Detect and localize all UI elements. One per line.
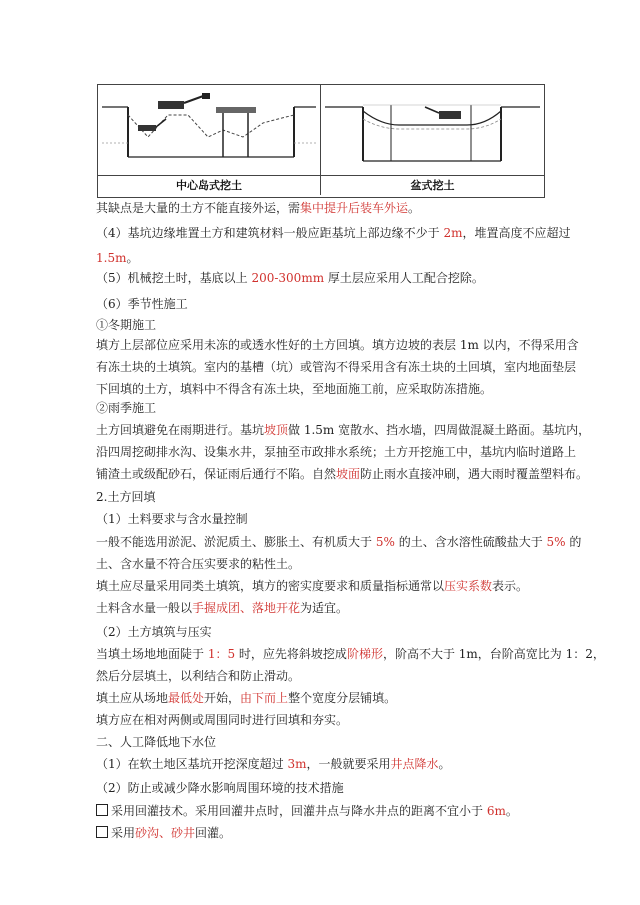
text-run: 当填土场地地面陡于 [96, 647, 208, 661]
text-run: 的 [565, 535, 582, 549]
highlight-text: 阶梯形 [346, 647, 383, 661]
text-line [96, 381, 492, 397]
text-line [96, 200, 420, 216]
text-line [96, 600, 348, 616]
figure-caption: 中心岛式挖土 [98, 175, 320, 196]
text-line [96, 296, 188, 312]
text-run: 填土应从场地 [96, 691, 169, 705]
highlight-text: 砂沟、砂井 [135, 826, 196, 840]
text-run: ②雨季施工 [96, 401, 157, 415]
highlight-text: 集中提升后装车外运 [300, 201, 409, 215]
text-run: 做 1.5m 宽散水、挡水墙，四周做混凝土路面。基坑内， [288, 423, 591, 437]
text-run: ，一般就要采用 [306, 757, 391, 771]
text-run: （5）机械挖土时，基底以上 [96, 271, 252, 285]
text-run: （2）防止或减少降水影响周围环境的技术措施 [96, 781, 344, 795]
text-run: 采用 [111, 826, 136, 840]
highlight-text: 5% [546, 535, 566, 549]
text-run: 。 [408, 201, 421, 215]
text-run: 其缺点是大量的土方不能直接外运，需 [96, 201, 301, 215]
text-run: （2）土方填筑与压实 [96, 625, 212, 639]
text-run: 开始， [204, 691, 241, 705]
checkbox-icon [96, 826, 108, 838]
highlight-text: 坡面 [336, 467, 361, 481]
text-run: 土方回填避免在雨期进行。基坑 [96, 423, 265, 437]
text-run: 填方上层部位应采用未冻的或透水性好的土方回填。填方边坡的表层 1m 以内，不得采用含 [96, 338, 579, 352]
text-line [96, 534, 581, 550]
highlight-text: 手握成团、落地开花 [192, 601, 301, 615]
figure-caption: 盆式挖土 [321, 175, 544, 196]
text-line [96, 578, 528, 594]
text-line [96, 225, 570, 241]
figure-center-island [98, 85, 321, 195]
text-run: ，阶高不大于 1m，台阶高宽比为 1：2， [382, 647, 605, 661]
text-run: 时，应先将斜坡挖成 [235, 647, 347, 661]
text-run: （4）基坑边缘堆置土方和建筑材料一般应距基坑上部边缘不少于 [96, 226, 444, 240]
text-line [96, 803, 518, 819]
text-line [96, 646, 605, 662]
checkbox-icon [96, 804, 108, 816]
text-run: 防止雨水直接冲刷，遇大雨时覆盖塑料布。 [360, 467, 589, 481]
text-line [96, 756, 451, 772]
text-run: ，堆置高度不应超过 [462, 226, 571, 240]
text-run: （6）季节性施工 [96, 297, 188, 311]
text-run: 铺渣土或级配砂石，保证雨后通行不陷。自然 [96, 467, 337, 481]
figure-basin [321, 85, 544, 195]
highlight-text: 压实系数 [444, 579, 493, 593]
text-line [96, 270, 484, 286]
text-line [96, 422, 590, 438]
text-run: 填土应尽量采用同类土填筑，填方的密实度要求和质量指标通常以 [96, 579, 445, 593]
highlight-text: 1.5m [96, 251, 127, 265]
text-line [96, 337, 579, 353]
text-run: 2.土方回填 [96, 490, 156, 504]
highlight-text: 最低处 [168, 691, 205, 705]
text-line [96, 250, 138, 266]
text-run: 。 [438, 757, 451, 771]
basin-excavation-diagram [321, 85, 544, 175]
text-run: 整个宽度分层铺填。 [288, 691, 397, 705]
highlight-text: 5% [375, 535, 395, 549]
highlight-text: 3m [287, 757, 307, 771]
text-run: 下回填的土方，填料中不得含有冻土块，至地面施工前，应采取防冻措施。 [96, 382, 493, 396]
text-run: 沿四周挖砌排水沟、设集水井，泵抽至市政排水系统；土方开挖施工中，基坑内临时道路上 [96, 445, 577, 459]
highlight-text: 2m [443, 226, 463, 240]
text-run: 回灌。 [195, 826, 232, 840]
highlight-text: 6m [486, 804, 506, 818]
text-line [96, 556, 300, 572]
text-run: 的土、含水溶性硫酸盐大于 [394, 535, 547, 549]
text-line [96, 359, 576, 375]
text-line [96, 400, 156, 416]
text-run: （1）在软土地区基坑开挖深度超过 [96, 757, 288, 771]
text-run: （1）土料要求与含水量控制 [96, 512, 248, 526]
text-run: 一般不能选用淤泥、淤泥质土、膨胀土、有机质大于 [96, 535, 376, 549]
figure-pair [97, 84, 545, 198]
text-run: 。 [126, 251, 139, 265]
center-island-excavation-diagram [98, 85, 320, 175]
highlight-text: 1：5 [207, 647, 236, 661]
text-run: 采用回灌技术。采用回灌井点时，回灌井点与降水井点的距离不宜小于 [111, 804, 487, 818]
text-line [96, 466, 588, 482]
text-run: 表示。 [492, 579, 529, 593]
text-run: 为适宜。 [300, 601, 349, 615]
highlight-text: 200-300mm [251, 271, 325, 285]
text-run: 。 [505, 804, 518, 818]
text-run: 填方应在相对两侧或周围同时进行回填和夯实。 [96, 713, 349, 727]
text-line [96, 489, 155, 505]
text-run: 厚土层应采用人工配合挖除。 [324, 271, 484, 285]
text-line [96, 825, 231, 841]
text-line [96, 668, 300, 684]
highlight-text: 井点降水 [390, 757, 439, 771]
text-line [96, 444, 576, 460]
text-line [96, 511, 248, 527]
text-run: 然后分层填土，以利结合和防止滑动。 [96, 669, 301, 683]
text-line [96, 624, 212, 640]
text-run: 土料含水量一般以 [96, 601, 193, 615]
text-line [96, 780, 344, 796]
text-line [96, 734, 216, 750]
highlight-text: 由下而上 [240, 691, 289, 705]
text-run: ①冬期施工 [96, 318, 157, 332]
text-run: 二、人工降低地下水位 [96, 735, 217, 749]
text-line [96, 317, 156, 333]
highlight-text: 坡顶 [264, 423, 289, 437]
text-run: 土、含水量不符合压实要求的粘性土。 [96, 557, 301, 571]
text-line [96, 690, 396, 706]
text-run: 有冻土块的土填筑。室内的基槽（坑）或管沟不得采用含有冻土块的土回填，室内地面垫层 [96, 360, 577, 374]
text-line [96, 712, 348, 728]
